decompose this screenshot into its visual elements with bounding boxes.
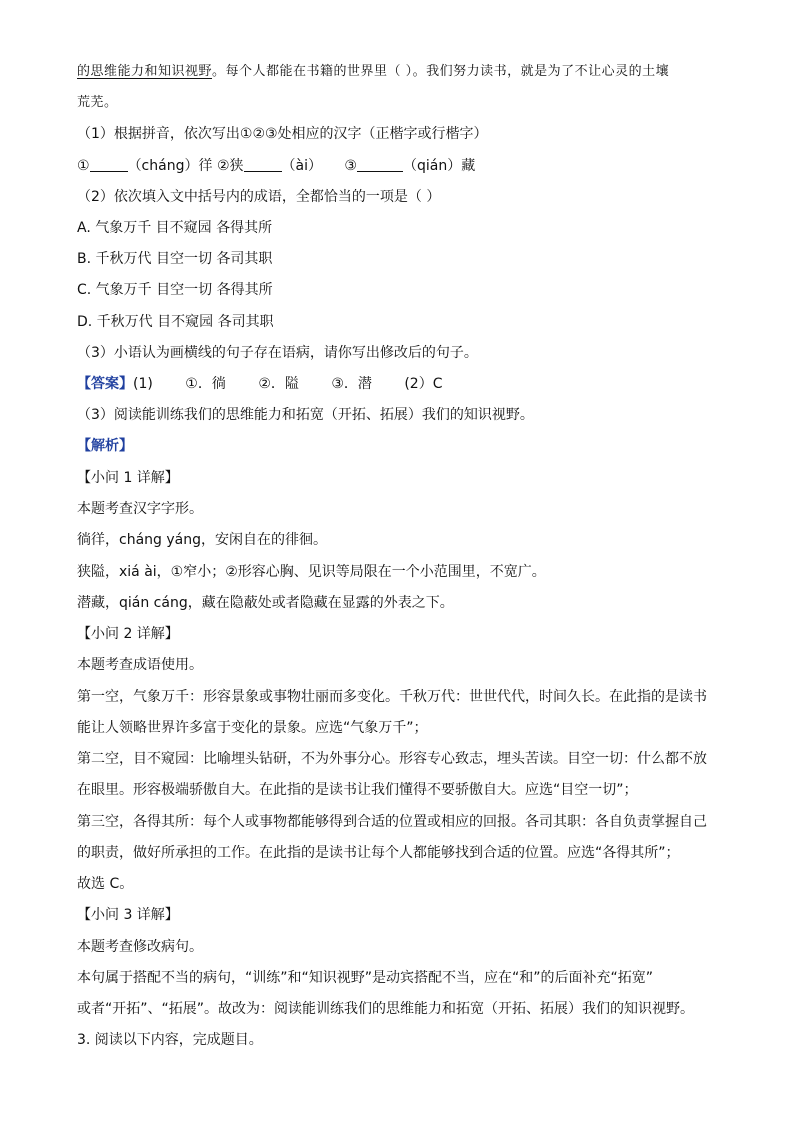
passage-line-2: 荒芜。 xyxy=(77,95,118,110)
sub-question-1-heading: 【小问 1 详解】 xyxy=(77,470,179,486)
analysis-text: 第二空，目不窥园：比喻埋头钻研，不为外事分心。形容专心致志，埋头苦读。目空一切：什么都不放 xyxy=(77,751,707,767)
answer-line-1 xyxy=(77,374,734,394)
analysis-text: 本句属于搭配不当的病句，“训练”和“知识视野”是动宾搭配不当，应在“和”的后面补充“拓宽” xyxy=(77,970,654,986)
blank-1-label: ① xyxy=(77,158,90,174)
passage-line-1 xyxy=(77,62,734,82)
answer-part-1: (1) xyxy=(133,376,153,392)
answer-3: ③．潜 xyxy=(331,376,372,392)
answer-1: ①．徜 xyxy=(185,376,226,392)
blank-1[interactable] xyxy=(90,157,128,172)
analysis-text: 的职责，做好所承担的工作。在此指的是读书让每个人都能够找到合适的位置。应选“各得其所”； xyxy=(77,845,680,861)
q2-option-d: D. 千秋万代 目不窥园 各司其职 xyxy=(77,314,274,330)
analysis-text: 本题考查修改病句。 xyxy=(77,939,203,955)
q2-stem: （2）依次填入文中括号内的成语，全都恰当的一项是（ ） xyxy=(77,189,441,205)
q1-blanks xyxy=(77,156,734,176)
underlined-sentence: 的思维能力和知识视野 xyxy=(77,64,213,79)
analysis-text: 或者“开拓”、“拓展”。故改为：阅读能训练我们的思维能力和拓宽（开拓、拓展）我们的知识视野。 xyxy=(77,1001,695,1017)
q1-stem: （1）根据拼音，依次写出①②③处相应的汉字（正楷字或行楷字） xyxy=(77,126,488,142)
q2-option-b: B. 千秋万代 目空一切 各司其职 xyxy=(77,251,273,267)
blank-3[interactable] xyxy=(357,157,403,172)
analysis-text: 能让人领略世界许多富于变化的景象。应选“气象万千”； xyxy=(77,720,428,736)
analysis-text: 本题考查汉字字形。 xyxy=(77,501,203,517)
q2-option-a: A. 气象万千 目不窥园 各得其所 xyxy=(77,220,273,236)
analysis-text: 故选 C。 xyxy=(77,876,134,892)
q3-stem: （3）小语认为画横线的句子存在语病，请你写出修改后的句子。 xyxy=(77,345,478,361)
analysis-text: 在眼里。形容极端骄傲自大。在此指的是读书让我们懂得不要骄傲自大。应选“目空一切”； xyxy=(77,782,638,798)
analysis-text: 第一空，气象万千：形容景象或事物壮丽而多变化。千秋万代：世世代代，时间久长。在此指的是读书 xyxy=(77,689,707,705)
answer-part-2: (2）C xyxy=(404,376,443,392)
blank-3-label: ③ xyxy=(344,158,357,174)
answer-line-2: （3）阅读能训练我们的思维能力和拓宽（开拓、拓展）我们的知识视野。 xyxy=(77,407,534,423)
sub-question-2-heading: 【小问 2 详解】 xyxy=(77,626,179,642)
analysis-text: 狭隘，xiá ài，①窄小；②形容心胸、见识等局限在一个小范围里，不宽广。 xyxy=(77,564,546,580)
analysis-text: 第三空，各得其所：每个人或事物都能够得到合适的位置或相应的回报。各司其职：各自负责掌握自己 xyxy=(77,814,707,830)
blank-2-label: ②狭 xyxy=(216,158,244,174)
answer-label: 【答案】 xyxy=(77,376,133,392)
answer-2: ②．隘 xyxy=(258,376,299,392)
blank-3-pinyin: （qián）藏 xyxy=(402,158,476,174)
blank-1-pinyin: （cháng）徉 xyxy=(127,158,213,174)
sub-question-3-heading: 【小问 3 详解】 xyxy=(77,907,179,923)
analysis-label: 【解析】 xyxy=(77,438,133,454)
q2-option-c: C. 气象万千 目空一切 各得其所 xyxy=(77,282,273,298)
blank-2-pinyin: （ài） xyxy=(281,158,322,174)
next-question: 3. 阅读以下内容，完成题目。 xyxy=(77,1032,263,1048)
passage-text: 。每个人都能在书籍的世界里（ ）。我们努力读书，就是为了不让心灵的土壤 xyxy=(212,64,670,79)
analysis-text: 本题考查成语使用。 xyxy=(77,657,203,673)
blank-2[interactable] xyxy=(244,157,282,172)
analysis-text: 潜藏，qián cáng，藏在隐蔽处或者隐藏在显露的外表之下。 xyxy=(77,595,454,611)
analysis-text: 徜徉，cháng yáng，安闲自在的徘徊。 xyxy=(77,532,327,548)
